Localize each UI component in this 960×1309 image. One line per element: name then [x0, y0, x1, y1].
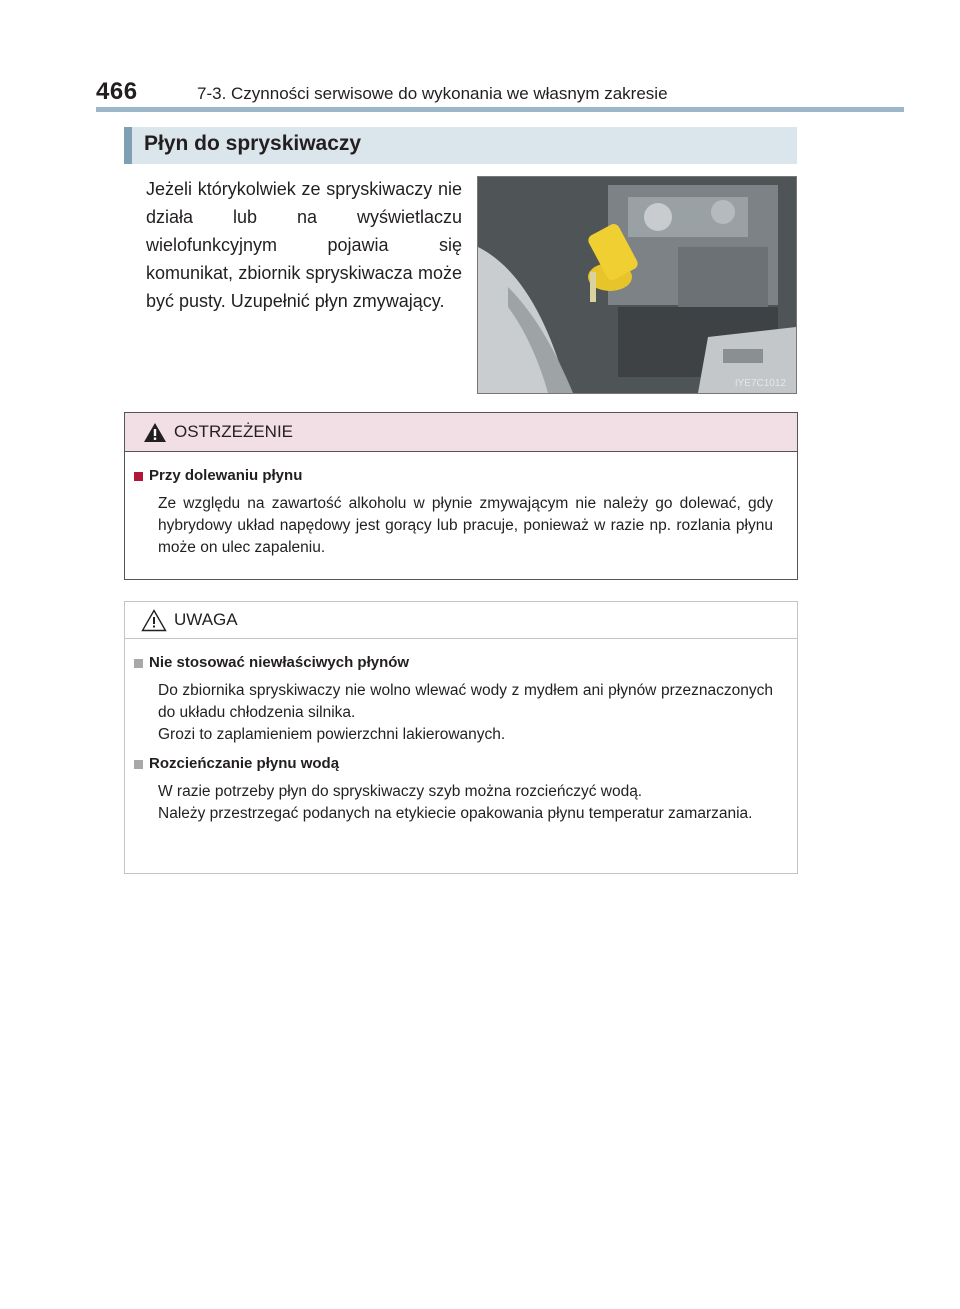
header-rule — [96, 107, 904, 112]
notice-item-title-text: Nie stosować niewłaściwych płynów — [149, 654, 410, 671]
chapter-title: 7-3. Czynności serwisowe do wykonania we własnym zakresie — [197, 84, 668, 103]
notice-item-line: W razie potrzeby płyn do spryskiwaczy szyb można rozcieńczyć wodą. — [158, 783, 643, 800]
warning-item-text — [158, 493, 773, 559]
section-heading — [124, 127, 797, 164]
warning-label: OSTRZEŻENIE — [174, 422, 294, 441]
page-header — [0, 0, 960, 110]
bullet-square-icon — [134, 472, 143, 481]
notice-item-line: Grozi to zaplamieniem powierzchni lakierowanych. — [158, 726, 506, 743]
engine-bay-photo — [477, 176, 797, 394]
section-accent-bar — [124, 127, 132, 164]
warning-item-line: Ze względu na zawartość alkoholu w płynie zmywającym nie należy go dolewać, gdy hybrydowy układ napędowy jest gorący lub pracuje, ponieważ w razie np. rozlania płynu może on ulec zapaleniu. — [158, 495, 773, 556]
notice-label: UWAGA — [174, 610, 238, 629]
bullet-square-icon — [134, 760, 143, 769]
warning-box — [124, 412, 798, 580]
notice-item-title — [134, 752, 773, 776]
notice-item-title — [134, 651, 773, 675]
notice-item-text — [158, 680, 773, 746]
caution-triangle-icon — [141, 609, 167, 632]
notice-item-text — [158, 781, 773, 825]
notice-header — [125, 602, 797, 639]
notice-item-line: Należy przestrzegać podanych na etykiecie opakowania płynu temperatur zamarzania. — [158, 805, 753, 822]
warning-header — [125, 413, 797, 452]
warning-item-title-text: Przy dolewaniu płynu — [149, 467, 303, 484]
page-number: 466 — [96, 78, 138, 105]
bullet-square-icon — [134, 659, 143, 668]
warning-item-title — [134, 464, 773, 488]
notice-item-title-text: Rozcieńczanie płynu wodą — [149, 755, 340, 772]
warning-triangle-icon — [143, 422, 167, 443]
notice-box — [124, 601, 798, 874]
intro-paragraph: Jeżeli którykolwiek ze spryskiwaczy nie działa lub na wyświetlaczu wielofunkcyjnym pojawia się komunikat, zbiornik spryskiwacza może być pusty. Uzupełnić płyn zmywający. — [146, 179, 462, 311]
notice-item-line: Do zbiornika spryskiwaczy nie wolno wlewać wody z mydłem ani płynów przeznaczonych do układu chłodzenia silnika. — [158, 682, 773, 721]
engine-bay-illustration — [478, 177, 796, 393]
section-title: Płyn do spryskiwaczy — [144, 132, 362, 155]
image-code: IYE7C1012 — [734, 378, 786, 389]
